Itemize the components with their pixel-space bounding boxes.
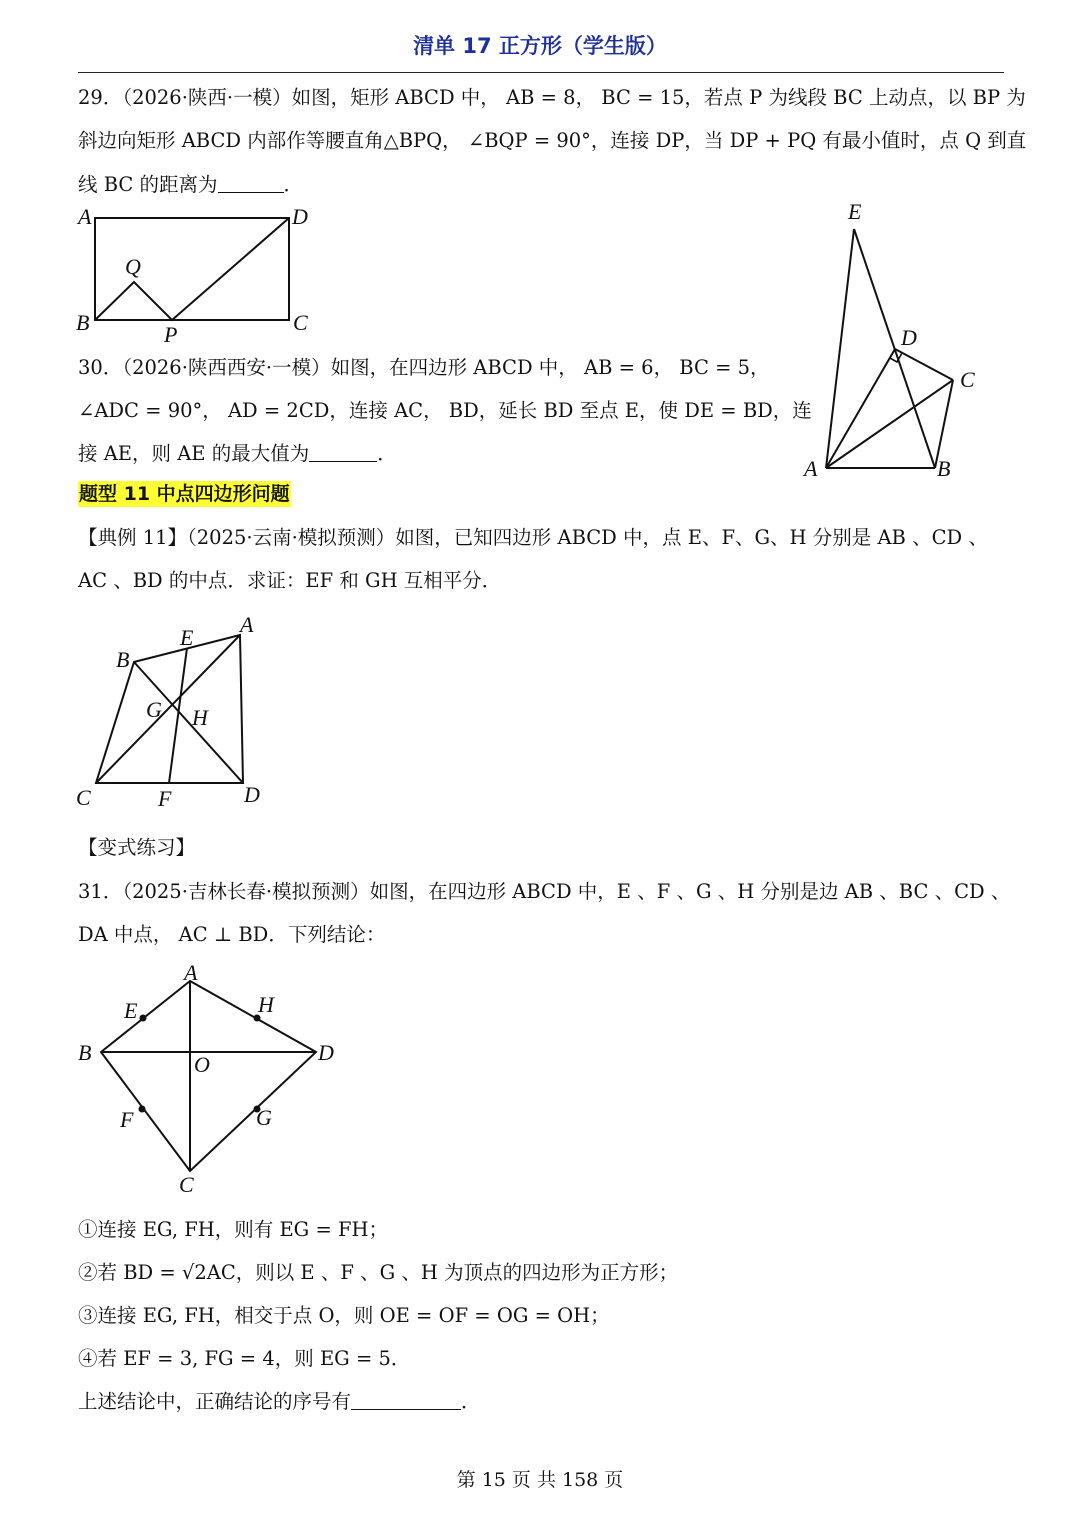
q30-label-c: C: [960, 367, 975, 392]
ex11-label-a: A: [240, 612, 254, 637]
q30-line-1: 30．（2026·陕西西安·一模）如图，在四边形 ABCD 中， AB = 6， BC = 5，: [78, 356, 770, 379]
q30-line-end: ．: [377, 442, 397, 465]
q29-line-end: ．: [283, 173, 304, 196]
q29-label-q: Q: [125, 254, 141, 279]
ex11-label-f: F: [158, 786, 172, 811]
q30-line-ad: [826, 349, 895, 468]
q31-label-d: D: [318, 1040, 334, 1065]
q31-line-2: DA 中点， AC ⊥ BD．下列结论：: [78, 923, 386, 946]
ex11-line-2: AC 、BD 的中点．求证：EF 和 GH 互相平分．: [78, 569, 502, 592]
page-footer: 第 15 页 共 158 页: [456, 1469, 624, 1491]
q31-point-f: [139, 1106, 146, 1113]
q29-label-a: A: [78, 204, 92, 229]
q30-question-text: 接 AE，则 AE 的最大值为: [78, 442, 310, 465]
header-divider: [78, 72, 1004, 73]
q29-line-1: 29．（2026·陕西·一模）如图，矩形 ABCD 中， AB = 8， BC = 15，若点 P 为线段 BC 上动点，以 BP 为: [78, 86, 1026, 109]
q29-label-b: B: [76, 310, 90, 335]
q31-label-o: O: [194, 1052, 210, 1077]
ex11-line-1: 【典例 11】（2025·云南·模拟预测）如图，已知四边形 ABCD 中，点 E、F、G、H 分别是 AB 、CD 、: [78, 526, 988, 549]
q31-label-a: A: [184, 960, 198, 985]
ex11-label-h: H: [192, 705, 208, 730]
q30-label-a: A: [804, 456, 818, 481]
q31-conclusion-4: ④若 EF = 3, FG = 4，则 EG = 5．: [78, 1347, 411, 1370]
ex11-diagonal-bd: [134, 662, 243, 783]
q31-label-e: E: [124, 998, 138, 1023]
q29-label-p: P: [164, 322, 178, 347]
q29-label-d: D: [292, 204, 308, 229]
q31-question: [78, 1391, 481, 1412]
q30-answer-blank[interactable]: [309, 443, 377, 462]
ex11-label-d: D: [244, 782, 260, 807]
q29-answer-blank[interactable]: [218, 174, 284, 193]
ex11-label-g: G: [146, 697, 162, 722]
q30-line-ac: [826, 380, 953, 468]
q31-question-end: ．: [461, 1390, 481, 1413]
ex11-label-c: C: [76, 785, 91, 810]
q31-label-g: G: [256, 1105, 272, 1130]
section-heading: [78, 484, 291, 504]
q30-line-2: ∠ADC = 90°， AD = 2CD，连接 AC， BD，延长 BD 至点 E，使 DE = BD，连: [78, 399, 812, 422]
q30-label-e: E: [848, 199, 862, 224]
q31-point-e: [140, 1015, 147, 1022]
q31-line-1: 31．（2025·吉林长春·模拟预测）如图，在四边形 ABCD 中，E 、F 、G 、H 分别是边 AB 、BC 、CD 、: [78, 880, 1011, 903]
q30-line-ae: [826, 229, 854, 468]
q29-question-text: 线 BC 的距离为: [78, 173, 218, 196]
q31-figure: [70, 960, 360, 1200]
q29-line-3: [78, 174, 303, 195]
q30-line-3: [78, 443, 397, 464]
ex11-label-e: E: [180, 625, 194, 650]
q31-label-f: F: [120, 1107, 134, 1132]
page-header-title: 清单 17 正方形（学生版）: [413, 34, 667, 58]
q31-label-c: C: [179, 1172, 194, 1197]
q31-conclusion-3: ③连接 EG, FH，相交于点 O，则 OE = OF = OG = OH；: [78, 1304, 610, 1327]
q30-line-bc: [935, 380, 953, 468]
q30-figure: [800, 195, 1000, 485]
q31-conclusion-1: ①连接 EG, FH，则有 EG = FH；: [78, 1218, 389, 1241]
ex11-segment-ef: [169, 648, 187, 783]
ex11-figure: [70, 610, 290, 820]
q31-answer-blank[interactable]: [351, 1391, 461, 1410]
q30-line-eb: [854, 229, 935, 468]
q31-conclusion-2: ②若 BD = √2AC，则以 E 、F 、G 、H 为顶点的四边形为正方形；: [78, 1261, 679, 1284]
q31-label-h: H: [258, 992, 274, 1017]
variant-heading: 【变式练习】: [78, 836, 196, 859]
q31-label-b: B: [78, 1040, 92, 1065]
ex11-label-b: B: [116, 647, 130, 672]
section-title: 题型 11 中点四边形问题: [79, 483, 290, 505]
q29-label-c: C: [293, 310, 308, 335]
q30-label-d: D: [901, 325, 917, 350]
q29-figure: [70, 200, 330, 350]
q31-question-text: 上述结论中，正确结论的序号有: [78, 1390, 352, 1413]
q29-line-2: 斜边向矩形 ABCD 内部作等腰直角△BPQ， ∠BQP = 90°，连接 DP，当 DP + PQ 有最小值时，点 Q 到直: [78, 129, 1027, 152]
q30-label-b: B: [937, 456, 951, 481]
